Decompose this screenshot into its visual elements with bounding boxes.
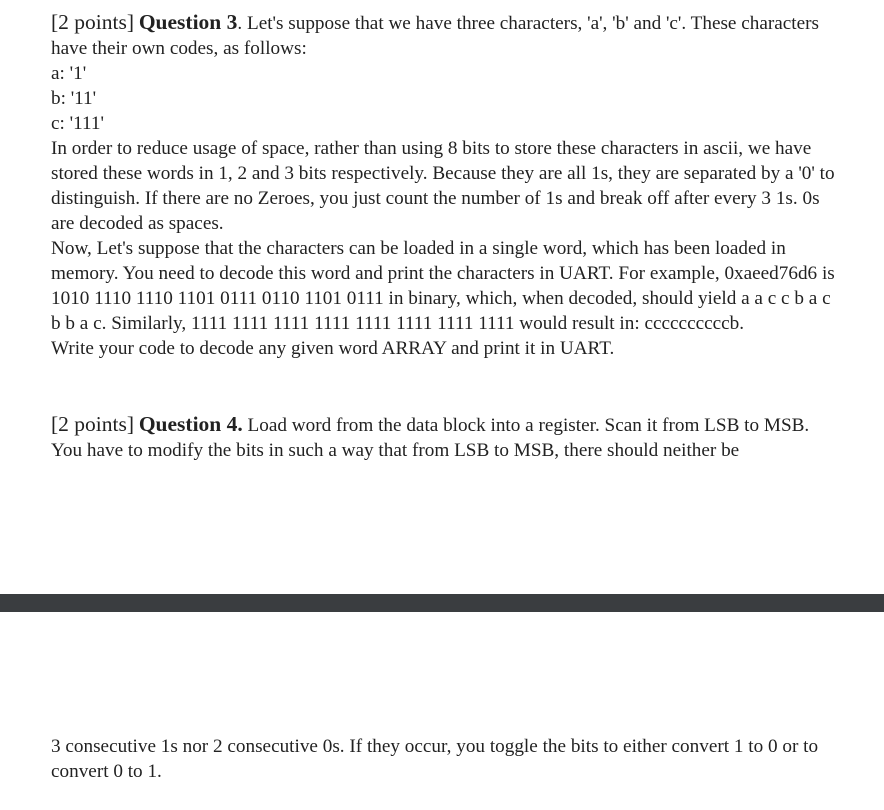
question-4-text-part-1: Load word from the data block into a register. Scan it from LSB to MSB. You have to modify the bits in such a way that from LSB to MSB, there should neither be: [51, 415, 810, 461]
question-3-title-sep: .: [237, 13, 243, 34]
question-4-header: [51, 412, 836, 463]
question-3-header: [51, 10, 836, 61]
question-3-intro: Let's suppose that we have three characters, 'a', 'b' and 'c'. These characters have their own codes, as follows:: [51, 13, 819, 59]
question-3-paragraph-2: Now, Let's suppose that the characters can be loaded in a single word, which has been loaded in memory. You need to decode this word and print the characters in UART. For example, 0xaeed76d6 is 1010 1110 1110 1101 0111 0110 1101 0111 in binary, which, when decoded, should yield a a c c b a c b b a c. Similarly, 1111 1111 1111 1111 1111 1111 1111 1111 would result in: ccccccccccb.: [51, 238, 835, 334]
question-3-paragraph-1: In order to reduce usage of space, rather than using 8 bits to store these characters in ascii, we have stored these words in 1, 2 and 3 bits respectively. Because they are all 1s, they are separated by a '0' to distinguish. If there are no Zeroes, you just count the number of 1s and break off after every 3 1s. 0s are decoded as spaces.: [51, 138, 835, 234]
question-4-text-part-2: 3 consecutive 1s nor 2 consecutive 0s. If they occur, you toggle the bits to either convert 1 to 0 or to convert 0 to 1.: [51, 736, 819, 782]
question-3-paragraph-3: Write your code to decode any given word ARRAY and print it in UART.: [51, 338, 615, 359]
question-4-continued: [51, 734, 836, 784]
question-3: [51, 10, 836, 361]
page-separator: [0, 594, 884, 612]
question-4: [51, 412, 836, 463]
question-3-title: Question 3: [138, 10, 238, 34]
question-3-points: [2 points]: [51, 10, 135, 34]
code-c: c: '111': [51, 113, 104, 134]
code-a: a: '1': [51, 63, 87, 84]
code-b: b: '11': [51, 88, 97, 109]
question-4-title: Question 4.: [138, 412, 243, 436]
question-4-points: [2 points]: [51, 412, 135, 436]
